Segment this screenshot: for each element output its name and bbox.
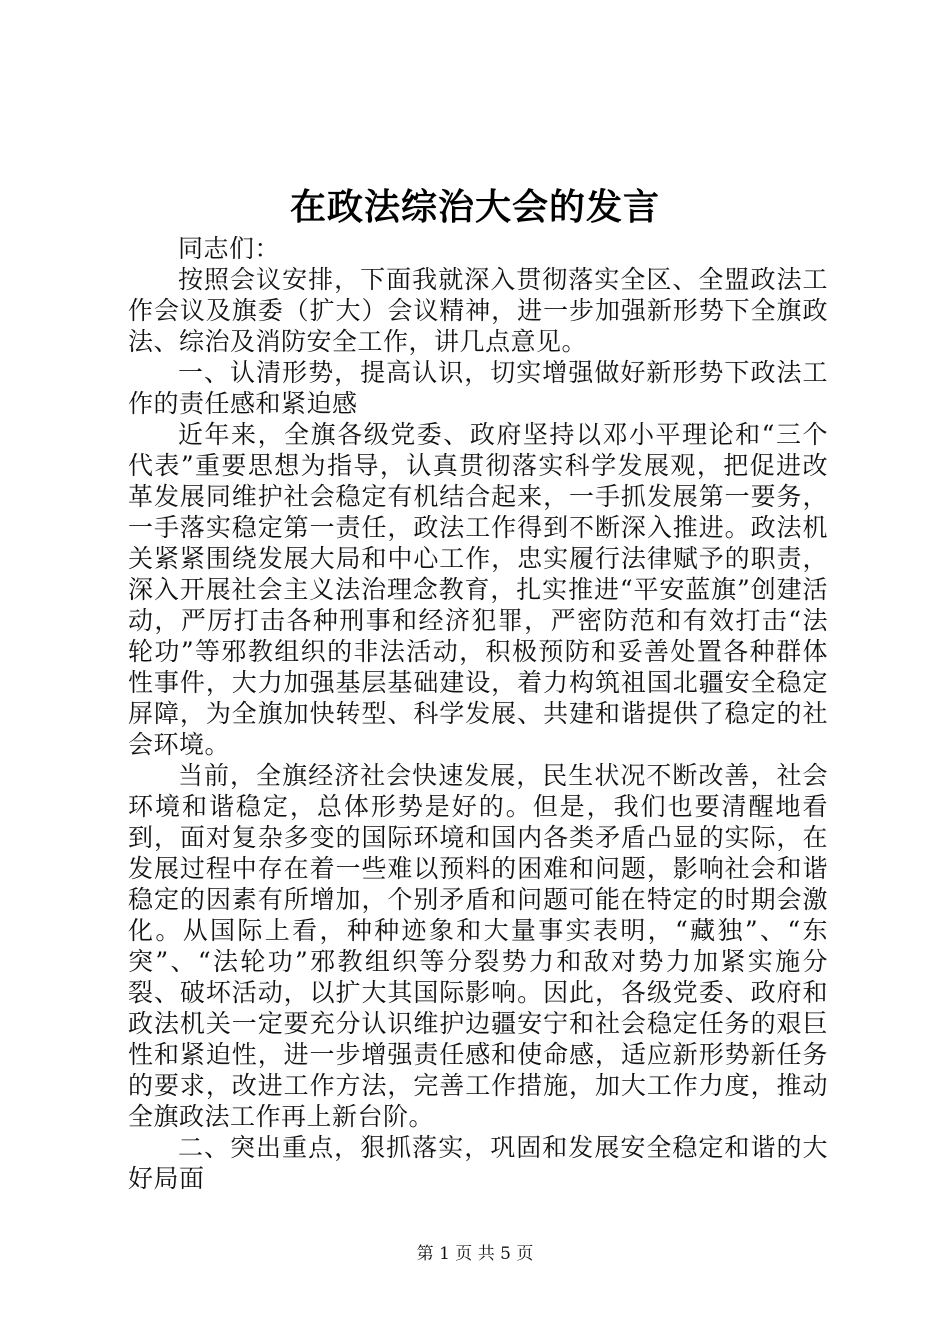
document-title: 在政法综治大会的发言 xyxy=(289,186,660,228)
intro-paragraph: 按照会议安排，下面我就深入贯彻落实全区、全盟政法工作会议及旗委（扩大）会议精神，进一步加强新形势下全旗政法、综治及消防安全工作，讲几点意见。 xyxy=(128,265,828,356)
body-paragraph: 当前，全旗经济社会快速发展，民生状况不断改善，社会环境和谐稳定，总体形势是好的。但是，我们也要清醒地看到，面对复杂多变的国际环境和国内各类矛盾凸显的实际，在发展过程中存在着一些难以预料的困难和问题，影响社会和谐稳定的因素有所增加，个别矛盾和问题可能在特定的时期会激化。从国际上看，种种迹象和大量事实表明，“藏独”、“东突”、“法轮功”邪教组织等分裂势力和敌对势力加紧实施分裂、破坏活动，以扩大其国际影响。因此，各级党委、政府和政法机关一定要充分认识维护边疆安宁和社会稳定任务的艰巨性和紧迫性，进一步增强责任感和使命感，适应新形势新任务的要求，改进工作方法，完善工作措施，加大工作力度，推动全旗政法工作再上新台阶。 xyxy=(128,761,828,1131)
document-body xyxy=(128,233,828,1194)
section-heading-1: 一、认清形势，提高认识，切实增强做好新形势下政法工作的责任感和紧迫感 xyxy=(128,358,828,418)
section-heading-2: 二、突出重点，狠抓落实，巩固和发展安全稳定和谐的大好局面 xyxy=(128,1133,828,1193)
page-footer: 第 1 页 共 5 页 xyxy=(416,1244,534,1264)
salutation-paragraph: 同志们： xyxy=(178,234,281,263)
body-paragraph: 近年来，全旗各级党委、政府坚持以邓小平理论和“三个代表”重要思想为指导，认真贯彻落实科学发展观，把促进改革发展同维护社会稳定有机结合起来，一手抓发展第一要务，一手落实稳定第一责任，政法工作得到不断深入推进。政法机关紧紧围绕发展大局和中心工作，忠实履行法律赋予的职责，深入开展社会主义法治理念教育，扎实推进“平安蓝旗”创建活动，严厉打击各种刑事和经济犯罪，严密防范和有效打击“法轮功”等邪教组织的非法活动，积极预防和妥善处置各种群体性事件，大力加强基层基础建设，着力构筑祖国北疆安全稳定屏障，为全旗加快转型、科学发展、共建和谐提供了稳定的社会环境。 xyxy=(128,420,828,759)
